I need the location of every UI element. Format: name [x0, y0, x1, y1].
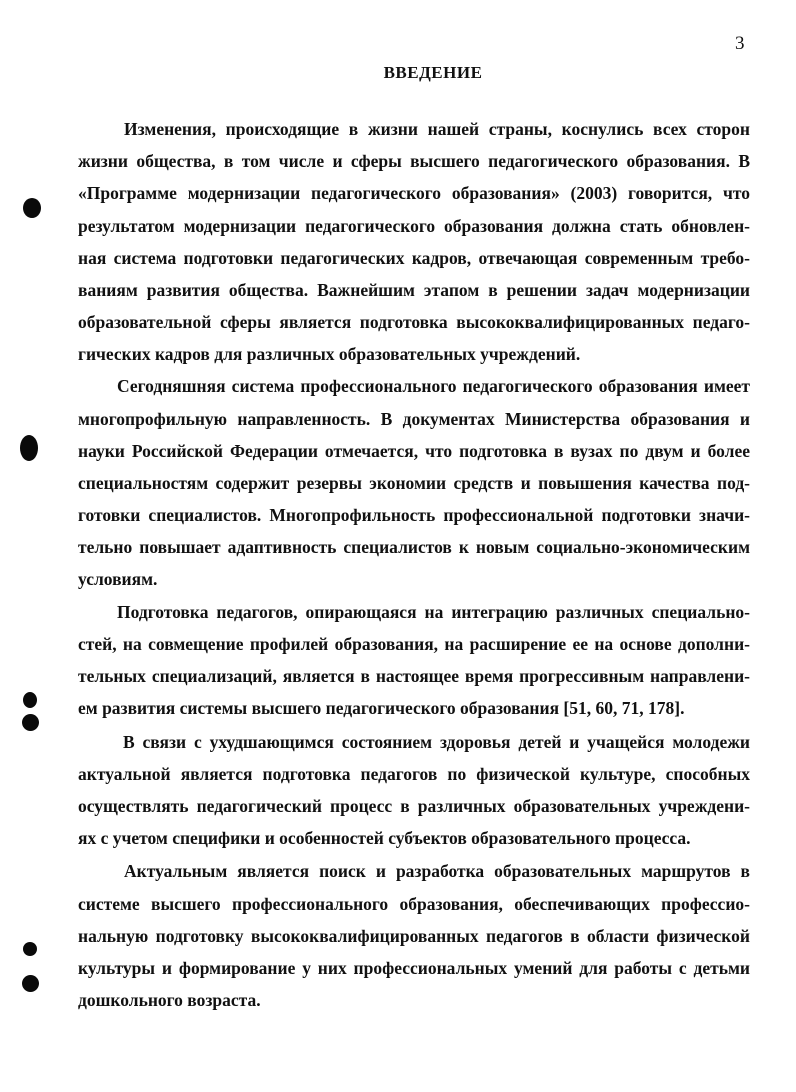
text-line: ях с учетом специфики и особенностей субъектов образовательного процесса.: [78, 828, 691, 848]
text-line: Актуальным является поиск и разработка образовательных маршрутов в: [124, 861, 750, 881]
text-line: системе высшего профессионального образования, обеспечивающих профессио-: [78, 894, 750, 914]
text-line: условиям.: [78, 569, 158, 589]
text-line: результатом модернизации педагогического образования должна стать обновлен-: [78, 216, 750, 236]
text-line: ем развития системы высшего педагогического образования [51, 60, 71, 178].: [78, 698, 685, 718]
punch-hole-mark: [22, 975, 39, 992]
text-line: дошкольного возраста.: [78, 990, 261, 1010]
text-line: Изменения, происходящие в жизни нашей страны, коснулись всех сторон: [124, 119, 750, 139]
text-line: культуры и формирование у них профессиональных умений для работы с детьми: [78, 958, 750, 978]
text-line: В связи с ухудшающимся состоянием здоровья детей и учащейся молодежи: [123, 732, 750, 752]
text-line: Сегодняшняя система профессионального педагогического образования имеет: [117, 376, 750, 396]
text-line: осуществлять педагогический процесс в различных образовательных учреждени-: [78, 796, 750, 816]
text-line: Подготовка педагогов, опирающаяся на интеграцию различных специально-: [117, 602, 750, 622]
text-line: «Программе модернизации педагогического образования» (2003) говорится, что: [78, 183, 750, 203]
punch-hole-mark: [23, 942, 37, 956]
text-line: тельно повышает адаптивность специалистов к новым социально-экономическим: [78, 537, 750, 557]
text-line: гических кадров для различных образовательных учреждений.: [78, 344, 581, 364]
text-line: ная система подготовки педагогических кадров, отвечающая современным требо-: [78, 248, 750, 268]
text-line: жизни общества, в том числе и сферы высшего педагогического образования. В: [78, 151, 750, 171]
text-line: нальную подготовку высококвалифицированных педагогов в области физической: [78, 926, 750, 946]
text-line: образовательной сферы является подготовка высококвалифицированных педаго-: [78, 312, 750, 332]
page-title: ВВЕДЕНИЕ: [383, 63, 483, 82]
punch-hole-mark: [22, 714, 39, 731]
punch-hole-mark: [20, 435, 38, 461]
text-line: готовки специалистов. Многопрофильность профессиональной подготовки значи-: [78, 505, 750, 525]
punch-hole-mark: [23, 692, 37, 708]
text-line: актуальной является подготовка педагогов по физической культуре, способных: [78, 764, 750, 784]
page-number: 3: [735, 33, 745, 54]
text-line: тельных специализаций, является в настоящее время прогрессивным направлени-: [78, 666, 750, 686]
text-line: специальностям содержит резервы экономии средств и повышения качества под-: [78, 473, 750, 493]
punch-hole-mark: [23, 198, 41, 218]
text-line: ваниям развития общества. Важнейшим этапом в решении задач модернизации: [78, 280, 750, 300]
text-line: стей, на совмещение профилей образования, на расширение ее на основе дополни-: [78, 634, 750, 654]
text-line: многопрофильную направленность. В документах Министерства образования и: [78, 409, 750, 429]
text-line: науки Российской Федерации отмечается, что подготовка в вузах по двум и более: [78, 441, 750, 461]
